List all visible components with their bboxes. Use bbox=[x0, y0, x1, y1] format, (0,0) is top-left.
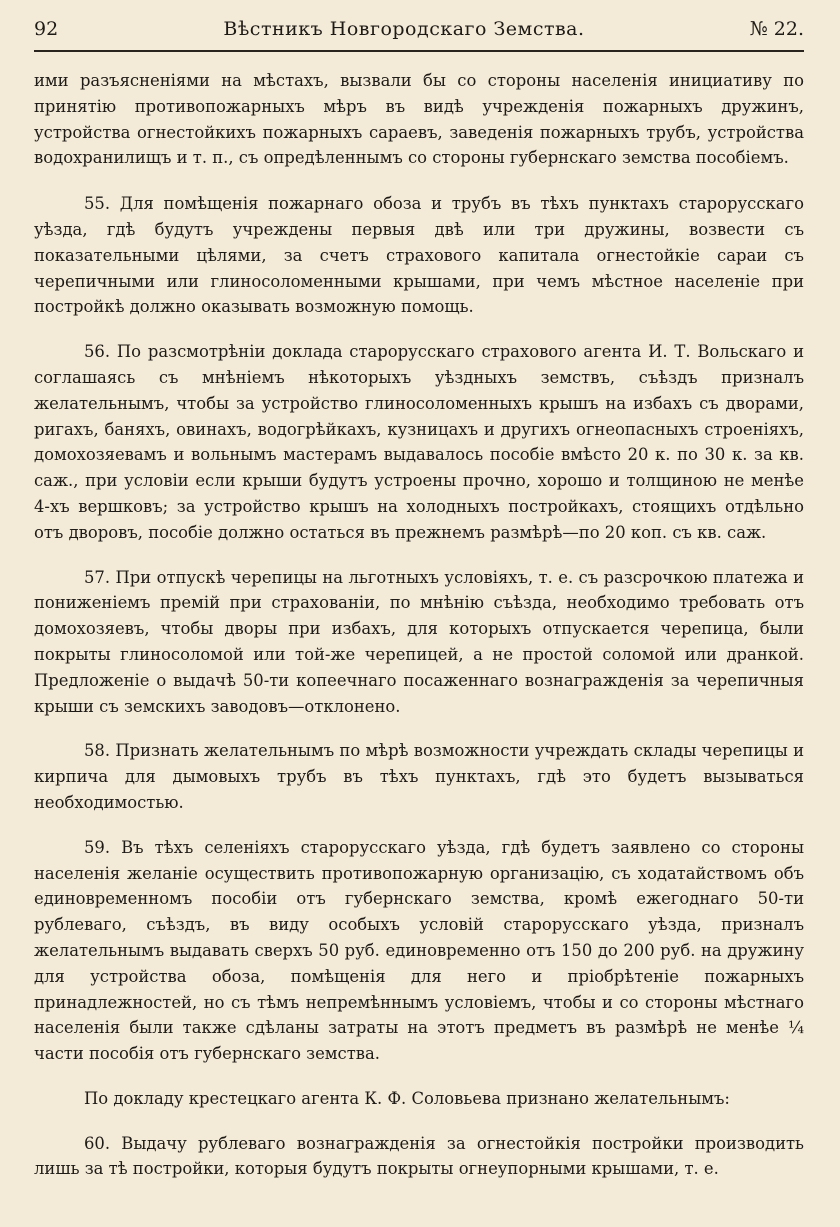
journal-title: Вѣстникъ Новгородскаго Земства. bbox=[223, 18, 585, 40]
header-rule bbox=[34, 50, 804, 52]
paragraph-continuation: ими разъясненіями на мѣстахъ, вызвали бы со стороны населенія инициативу по принятію противопожарныхъ мѣръ въ видѣ учрежденія пожарныхъ дружинъ, устройства огнестойкихъ пожарныхъ сараевъ, заведенія пожарныхъ трубъ, устройства водохранилищъ и т. п., съ опредѣленнымъ со стороны губернскаго земства пособіемъ. bbox=[34, 71, 804, 168]
paragraph-57: 57. При отпускѣ черепицы на льготныхъ условіяхъ, т. е. съ разсрочкою платежа и пониженіемъ премій при страхованіи, по мнѣнію съѣзда, необходимо требовать отъ домохозяевъ, чтобы дворы при избахъ, для которыхъ отпускается черепица, были покрыты глиносоломой или той-же черепицей, а не простой соломой или дранкой. Предложеніе о выдачѣ 50-ти копеечнаго посаженнаго вознагражденія за черепичныя крыши съ земскихъ заводовъ—отклонено. bbox=[34, 567, 804, 716]
paragraph-intro-krestets: По докладу крестецкаго агента К. Ф. Соловьева признано желательнымъ: bbox=[84, 1088, 730, 1108]
paragraph-60: 60. Выдачу рублеваго вознагражденія за огнестойкія постройки производить лишь за тѣ постройки, которыя будутъ покрыты огнеупорными крышами, т. е. bbox=[34, 1133, 804, 1179]
page-number: 92 bbox=[34, 18, 59, 40]
paragraph-55: 55. Для помѣщенія пожарнаго обоза и трубъ въ тѣхъ пунктахъ старорусскаго уѣзда, гдѣ будутъ учреждены первыя двѣ или три дружины, возвести съ показательными цѣлями, за счетъ страхового капитала огнестойкіе сараи съ черепичными или глиносоломенными крышами, при чемъ мѣстное населеніе при постройкѣ должно оказывать возможную помощь. bbox=[34, 194, 804, 317]
running-header bbox=[34, 18, 804, 48]
page-body bbox=[34, 68, 804, 1182]
paragraph-56: 56. По разсмотрѣніи доклада старорусскаго страхового агента И. Т. Вольскаго и соглашаясь съ мнѣніемъ нѣкоторыхъ уѣздныхъ земствъ, съѣздъ призналъ желательнымъ, чтобы за устройство глиносоломенныхъ крышъ на избахъ съ дворами, ригахъ, баняхъ, овинахъ, водогрѣйкахъ, кузницахъ и другихъ огнеопасныхъ строеніяхъ, домохозяевамъ и вольнымъ мастерамъ выдавалось пособіе вмѣсто 20 к. по 30 к. за кв. саж., при условіи если крыши будутъ устроены прочно, хорошо и толщиною не менѣе 4-хъ вершковъ; за устройство крышъ на холодныхъ постройкахъ, стоящихъ отдѣльно отъ дворовъ, пособіе должно остаться въ прежнемъ размѣрѣ—по 20 коп. съ кв. саж. bbox=[34, 342, 804, 542]
paragraph-58: 58. Признать желательнымъ по мѣрѣ возможности учреждать склады черепицы и кирпича для дымовыхъ трубъ въ тѣхъ пунктахъ, гдѣ это будетъ вызываться необходимостью. bbox=[34, 741, 804, 812]
issue-number: № 22. bbox=[749, 18, 804, 40]
paragraph-59: 59. Въ тѣхъ селеніяхъ старорусскаго уѣзда, гдѣ будетъ заявлено со стороны населенія желаніе осуществить противопожарную организацію, съ ходатайствомъ объ единовременномъ пособіи отъ губернскаго земства, кромѣ ежегоднаго 50-ти рублеваго, съѣздъ, въ виду особыхъ условій старорусскаго уѣзда, призналъ желательнымъ выдавать сверхъ 50 руб. единовременно отъ 150 до 200 руб. на дружину для устройства обоза, помѣщенія для него и пріобрѣтеніе пожарныхъ принадлежностей, но съ тѣмъ непремѣннымъ условіемъ, чтобы и со стороны мѣстнаго населенія были также сдѣланы затраты на этотъ предметъ въ размѣрѣ не менѣе ¼ части пособія отъ губернскаго земства. bbox=[34, 837, 804, 1064]
